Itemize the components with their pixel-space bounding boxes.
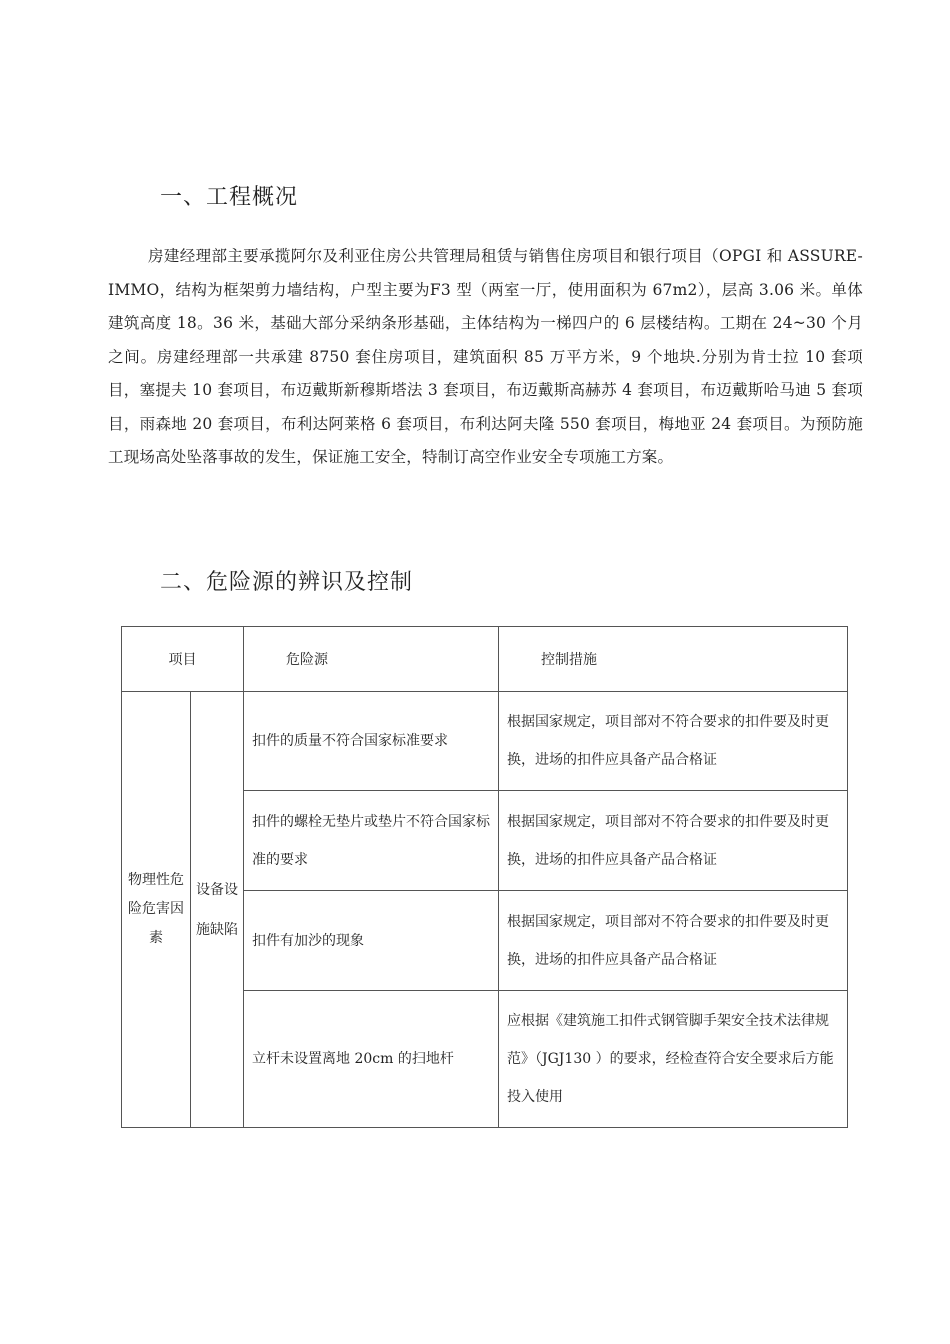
hazard-table bbox=[121, 626, 848, 1128]
hazard-cell: 扣件的螺栓无垫片或垫片不符合国家标准的要求 bbox=[244, 791, 499, 891]
hazard-cell: 扣件有加沙的现象 bbox=[244, 891, 499, 991]
control-cell: 根据国家规定，项目部对不符合要求的扣件要及时更换，进场的扣件应具备产品合格证 bbox=[499, 791, 848, 891]
subcategory-cell: 设备设施缺陷 bbox=[191, 692, 244, 1128]
section-heading-overview: 一、工程概况 bbox=[160, 185, 299, 210]
control-cell: 应根据《建筑施工扣件式钢管脚手架安全技术法律规范》（JGJ130 ）的要求，经检查符合安全要求后方能投入使用 bbox=[499, 991, 848, 1128]
table-header-row bbox=[122, 627, 848, 692]
control-cell: 根据国家规定，项目部对不符合要求的扣件要及时更换，进场的扣件应具备产品合格证 bbox=[499, 891, 848, 991]
hazard-cell: 扣件的质量不符合国家标准要求 bbox=[244, 692, 499, 791]
header-hazard-source: 危险源 bbox=[244, 627, 499, 692]
control-cell: 根据国家规定，项目部对不符合要求的扣件要及时更换，进场的扣件应具备产品合格证 bbox=[499, 692, 848, 791]
overview-paragraph: 房建经理部主要承揽阿尔及利亚住房公共管理局租赁与销售住房项目和银行项目（OPGI 和 ASSURE-IMMO，结构为框架剪力墙结构，户型主要为F3 型（两室一厅，使用面积为 67m2），层高 3.06 米。单体建筑高度 18。36 米，基础大部分采纳条形基础，主体结构为一梯四户的 6 层楼结构。工期在 24~30 个月之间。房建经理部一共承建 8750 套住房项目，建筑面积 85 万平方米，9 个地块.分别为肯士拉 10 套项目，塞提夫 10 套项目，布迈戴斯新穆斯塔法 3 套项目，布迈戴斯高赫苏 4 套项目，布迈戴斯哈马迪 5 套项目，雨森地 20 套项目，布利达阿莱格 6 套项目，布利达阿夫隆 550 套项目，梅地亚 24 套项目。为预防施工现场高处坠落事故的发生，保证施工安全，特制订高空作业安全专项施工方案。 bbox=[108, 247, 863, 466]
section-heading-hazards: 二、危险源的辨识及控制 bbox=[160, 570, 414, 595]
header-item: 项目 bbox=[122, 627, 244, 692]
hazard-cell: 立杆未设置离地 20cm 的扫地杆 bbox=[244, 991, 499, 1128]
category-cell: 物理性危险危害因素 bbox=[122, 692, 191, 1128]
table-row bbox=[122, 692, 848, 791]
header-control-measures: 控制措施 bbox=[499, 627, 848, 692]
